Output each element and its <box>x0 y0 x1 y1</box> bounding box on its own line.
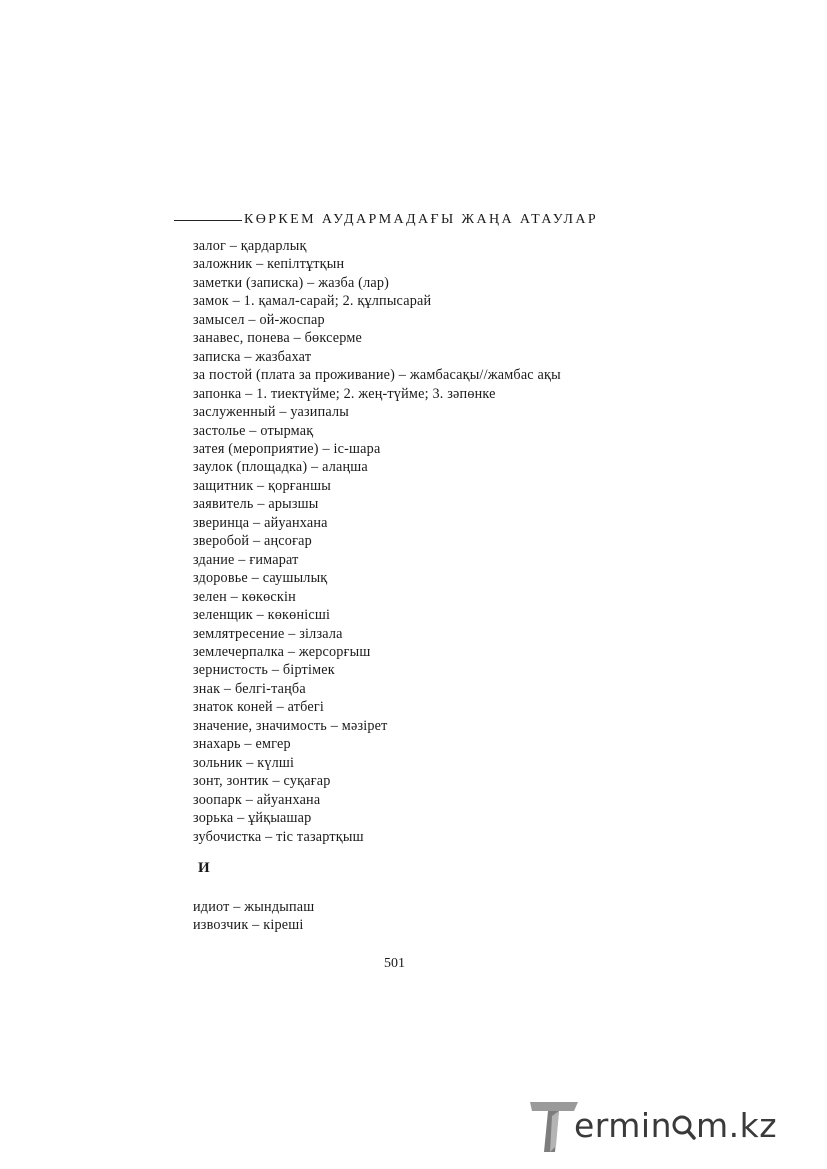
dictionary-entry: зверобой – аңсоғар <box>193 533 312 550</box>
dictionary-entry: замысел – ой-жоспар <box>193 311 325 328</box>
dictionary-entry: защитник – қорғаншы <box>193 477 331 494</box>
dictionary-entry: зверинца – айуанхана <box>193 514 328 531</box>
dictionary-entry: зорька – ұйқыашар <box>193 810 312 827</box>
header-title: КӨРКЕМ АУДАРМАДАҒЫ ЖАҢА АТАУЛАР <box>244 212 599 227</box>
dictionary-entry: знак – белгі-таңба <box>193 680 306 697</box>
logo-t-icon <box>528 1096 580 1154</box>
dictionary-entry: землятресение – зілзала <box>193 625 343 642</box>
header-rule <box>174 220 242 221</box>
dictionary-entry: заулок (площадка) – алаңша <box>193 459 368 476</box>
logo-wordmark <box>574 1106 777 1145</box>
dictionary-entry: значение, значимость – мәзірет <box>193 717 388 734</box>
dictionary-entries-section-2 <box>193 898 314 935</box>
termincom-logo <box>528 1096 813 1154</box>
dictionary-entry: здоровье – саушылық <box>193 570 328 587</box>
dictionary-entry: зернистость – біртімек <box>193 662 335 679</box>
dictionary-entry: знахарь – емгер <box>193 736 291 753</box>
dictionary-entry: зонт, зонтик – суқағар <box>193 773 331 790</box>
dictionary-entry: зелен – көкөскін <box>193 588 296 605</box>
magnifier-o-icon <box>672 1109 696 1133</box>
dictionary-entry: зеленщик – көкөнісші <box>193 607 331 624</box>
dictionary-entry: залог – қардарлық <box>193 238 307 254</box>
logo-text-after: m.kz <box>696 1106 778 1145</box>
dictionary-entry: здание – ғимарат <box>193 551 299 568</box>
dictionary-entry: землечерпалка – жерсорғыш <box>193 643 371 660</box>
dictionary-entry: идиот – жындыпаш <box>193 899 315 915</box>
dictionary-entry: заметки (записка) – жазба (лар) <box>193 274 390 291</box>
dictionary-entry: затея (мероприятие) – іс-шара <box>193 440 381 457</box>
dictionary-entry: зубочистка – тіс тазартқыш <box>193 828 364 845</box>
logo-text-before: ermin <box>574 1106 673 1145</box>
dictionary-entry: занавес, понева – бөксерме <box>193 330 362 347</box>
dictionary-entry: знаток коней – атбегі <box>193 699 325 716</box>
dictionary-entries <box>193 237 561 846</box>
dictionary-entry: замок – 1. қамал-сарай; 2. құлпысарай <box>193 293 432 310</box>
dictionary-entry: зольник – күлші <box>193 754 295 771</box>
dictionary-entry: застолье – отырмақ <box>193 422 314 439</box>
running-header <box>174 212 598 228</box>
dictionary-entry: заложник – кепілтұтқын <box>193 256 345 273</box>
dictionary-entry: извозчик – кіреші <box>193 917 304 934</box>
section-letter: И <box>198 860 210 876</box>
dictionary-entry: зоопарк – айуанхана <box>193 791 321 808</box>
dictionary-entry: заслуженный – уазипалы <box>193 404 350 421</box>
page-number: 501 <box>384 956 405 971</box>
dictionary-entry: запонка – 1. тиектүйме; 2. жең-түйме; 3. зәпөнке <box>193 385 496 402</box>
dictionary-entry: за постой (плата за проживание) – жамбасақы//жамбас ақы <box>193 367 561 384</box>
dictionary-entry: заявитель – арызшы <box>193 496 319 513</box>
dictionary-entry: записка – жазбахат <box>193 348 312 365</box>
